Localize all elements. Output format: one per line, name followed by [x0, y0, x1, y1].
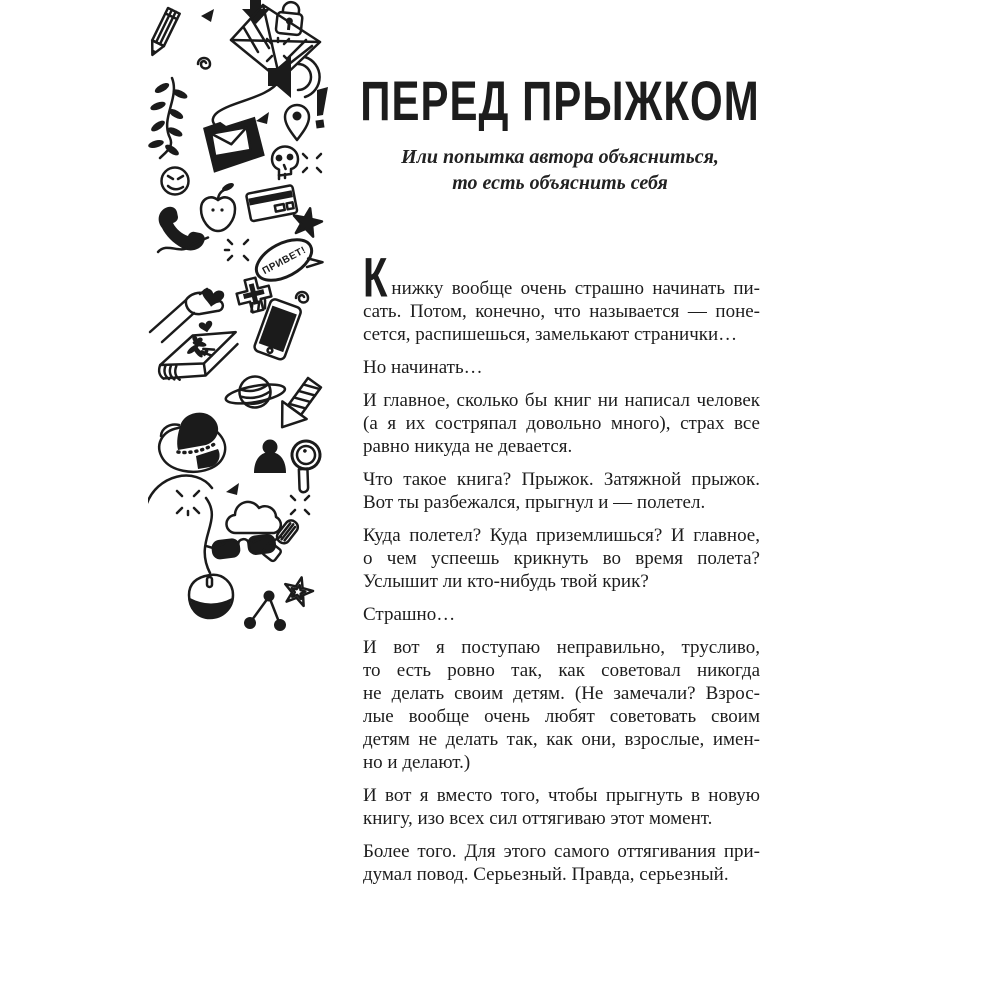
body-text [363, 248, 760, 896]
text-line: но и делают.) [363, 752, 471, 773]
subtitle-line-2: то есть объяснить себя [452, 172, 668, 194]
open-book-flower-icon [152, 323, 246, 389]
text-line: детям не делать так, как они, взрослые, имен- [363, 729, 760, 750]
doodle-strip [148, 0, 338, 655]
paragraph [363, 603, 760, 626]
folder-envelope-icon [203, 115, 267, 173]
sparkle-icon [177, 491, 199, 515]
triangle-icon [201, 9, 214, 22]
triangle-icon [256, 112, 269, 124]
paragraph [363, 248, 760, 346]
smiley-face-icon [162, 168, 189, 195]
origami-star-icon [281, 574, 315, 607]
saturn-icon [223, 372, 287, 413]
text-line: Что такое книга? Прыжок. Затяжной прыжок. [363, 469, 760, 490]
dropcap-letter: К [363, 248, 388, 310]
exclamation-mark-icon [315, 87, 328, 129]
paragraph [363, 356, 760, 379]
backpack-icon [159, 413, 225, 472]
page-subtitle [358, 144, 762, 196]
text-line: Страшно… [363, 604, 456, 625]
text-line: книгу, изо всех сил оттягиваю этот момент. [363, 808, 713, 829]
striped-arrow-icon [270, 374, 327, 436]
leaf-branch-icon [148, 78, 189, 158]
sparkle-icon [291, 496, 309, 514]
location-pin-icon [285, 105, 309, 140]
credit-card-icon [246, 185, 297, 221]
text-line: сется, распишешься, замелькают странички… [363, 324, 738, 345]
molecule-icon [244, 591, 286, 632]
text-line: (а я их состряпал довольно много), страх все [363, 413, 760, 434]
text-line: то есть ровно так, как советовал никогда [363, 660, 760, 681]
text-line: Услышит ли кто-нибудь твой крик? [363, 571, 649, 592]
cloud-icon [226, 502, 280, 533]
text-line: сать. Потом, конечно, что называется — поне- [363, 301, 760, 322]
paragraph [363, 636, 760, 774]
paragraph [363, 784, 760, 830]
sparkle-icon [225, 240, 248, 260]
text-line: Вот ты разбежался, прыгнул и — полетел. [363, 492, 706, 513]
paragraph [363, 840, 760, 886]
text-line: Книжку вообще очень страшно начинать пи- [363, 248, 760, 310]
chapter-header [358, 70, 762, 196]
text-line: Более того. Для этого самого оттягивания при- [363, 841, 760, 862]
text-line: о чем успеешь крикнуть во время полета? [363, 548, 760, 569]
text-line: И главное, сколько бы книг ни написал человек [363, 390, 760, 411]
spiral-icon [296, 292, 308, 303]
star-icon [290, 205, 324, 237]
text-line: Но начинать… [363, 357, 483, 378]
pencil-icon [148, 8, 180, 58]
sparkle-icon [267, 38, 289, 61]
text-line: лые вообще очень любят советовать своим [363, 706, 760, 727]
pot-arc-icon [148, 476, 212, 506]
speech-bubble-icon [250, 230, 323, 292]
paragraph [363, 389, 760, 458]
paragraph [363, 468, 760, 514]
apple-icon [201, 181, 235, 231]
pawn-figure-icon [254, 440, 286, 474]
sparkle-icon [303, 154, 321, 172]
subtitle-line-1: Или попытка автора объясниться, [401, 146, 719, 168]
text-line: равно никуда не девается. [363, 436, 573, 457]
speech-bubble-text: ПРИВЕТ! [260, 244, 309, 277]
text-line: И вот я поступаю неправильно, трусливо, [363, 637, 760, 658]
paragraph [363, 524, 760, 593]
text-line: думал повод. Серьезный. Правда, серьезный. [363, 864, 729, 885]
smartphone-icon [253, 298, 302, 361]
phone-handset-icon [159, 207, 205, 251]
text-line: не делать своим детям. (Не замечали? Взрос- [363, 683, 760, 704]
skull-icon [272, 146, 298, 179]
sunglasses-icon [205, 534, 283, 560]
text-line: И вот я вместо того, чтобы прыгнуть в новую [363, 785, 760, 806]
page-title: ПЕРЕД ПРЫЖКОМ [360, 70, 760, 133]
spiral-icon [198, 58, 210, 69]
text-line: Куда полетел? Куда приземлишься? И главное, [363, 525, 760, 546]
triangle-icon [226, 483, 239, 495]
